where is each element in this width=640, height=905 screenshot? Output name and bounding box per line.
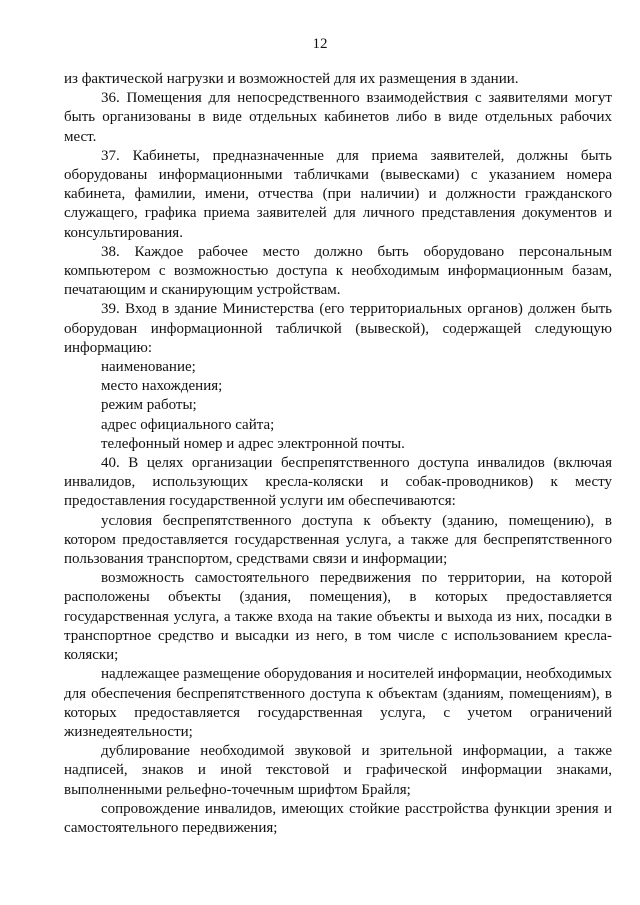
accessibility-item-braille: дублирование необходимой звуковой и зрительной информации, а также надписей, знаков и иной текстовой и графической информации знаками, выполненными рельефно-точечным шрифтом Брайля; [64, 743, 612, 798]
paragraph-38: 38. Каждое рабочее место должно быть оборудовано персональным компьютером с возможностью доступа к необходимым информационным базам, печатающим и сканирующим устройствам. [64, 243, 612, 299]
paragraph-36: 36. Помещения для непосредственного взаимодействия с заявителями могут быть организованы в виде отдельных кабинетов либо в виде отдельных рабочих мест. [64, 90, 612, 145]
accessibility-item-movement: возможность самостоятельного передвижения по территории, на которой расположены объекты (здания, помещения), в которых предоставляется государственная услуга, а также входа на такие объекты и выхода из них, посадки в транспортное средство и высадки из него, в том числе с использованием кресла-коляски; [64, 570, 612, 664]
paragraph-39: 39. Вход в здание Министерства (его территориальных органов) должен быть оборудован информационной табличкой (вывеской), содержащей следующую информацию: [64, 301, 612, 356]
list-item-location: место нахождения; [101, 378, 223, 395]
list-item-website: адрес официального сайта; [101, 416, 275, 433]
list-item-work-hours: режим работы; [101, 397, 197, 414]
page-number: 12 [312, 36, 328, 52]
list-item-name: наименование; [101, 359, 196, 376]
paragraph-37: 37. Кабинеты, предназначенные для приема заявителей, должны быть оборудованы информационными табличками (вывесками) с указанием номера кабинета, фамилии, имени, отчества (при наличии) и должности гражданского служащего, графика приема заявителей для личного представления документов и консультирования. [64, 147, 612, 241]
document-body [64, 70, 612, 838]
list-item-contacts: телефонный номер и адрес электронной почты. [101, 435, 405, 452]
accessibility-item-escort: сопровождение инвалидов, имеющих стойкие расстройства функции зрения и самостоятельного передвижения; [64, 800, 612, 836]
accessibility-item-equipment: надлежащее размещение оборудования и носителей информации, необходимых для обеспечения беспрепятственного доступа к объектам (зданиям, помещениям), в которых предоставляется государственная услуга, с учетом ограничений жизнедеятельности; [64, 666, 612, 740]
paragraph-40: 40. В целях организации беспрепятственного доступа инвалидов (включая инвалидов, использующих кресла-коляски и собак-проводников) к месту предоставления государственной услуги им обеспечиваются: [64, 455, 612, 510]
paragraph-continuation: из фактической нагрузки и возможностей для их размещения в здании. [64, 71, 519, 87]
accessibility-item-access: условия беспрепятственного доступа к объекту (зданию, помещению), в котором предоставляется государственная услуга, а также для беспрепятственного пользования транспортом, средствами связи и информации; [64, 512, 612, 568]
